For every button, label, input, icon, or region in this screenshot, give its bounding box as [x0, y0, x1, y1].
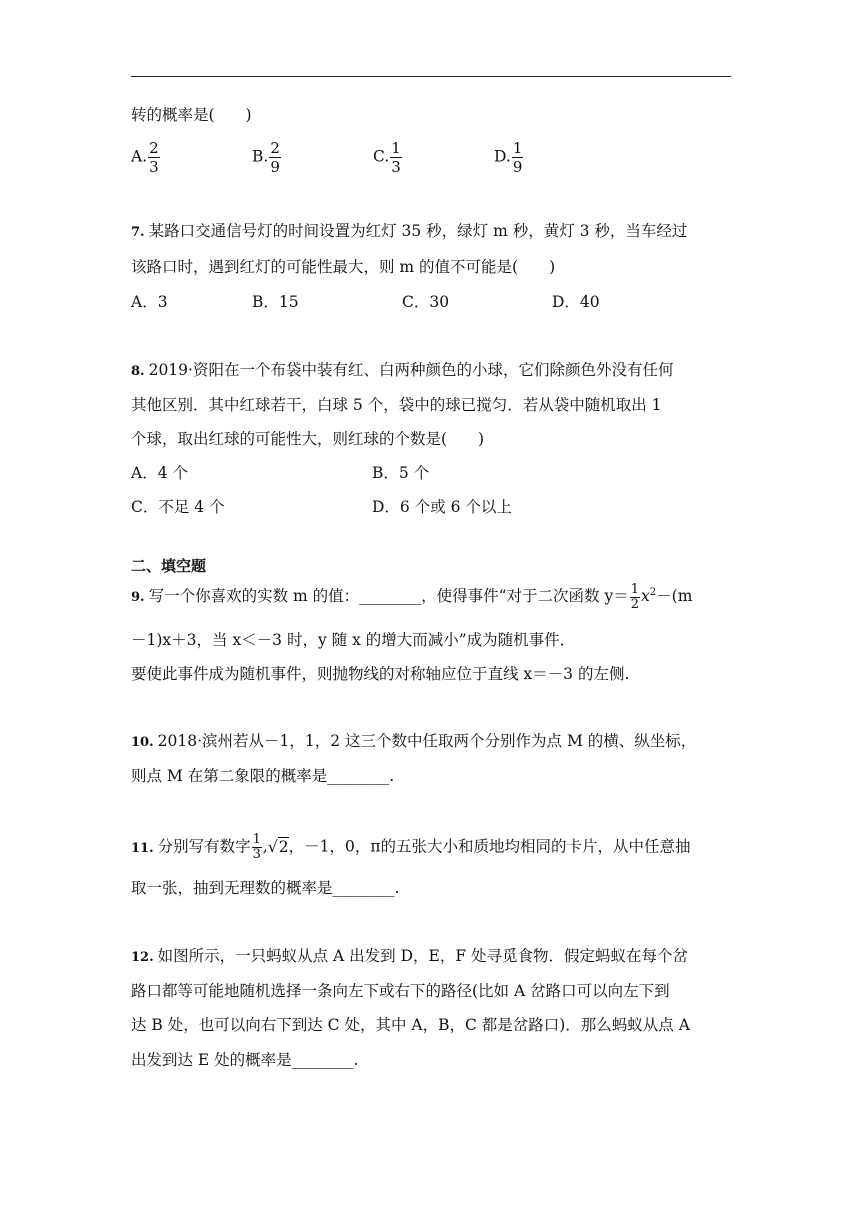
q11-fraction: $\frac{1}{3}$: [252, 832, 261, 862]
q9-fraction: $\frac{1}{2}$: [630, 581, 640, 612]
q9-line-3: 要使此事件成为随机事件，则抛物线的对称轴应位于直线 x＝－3 的左侧.: [131, 665, 630, 683]
q8-option-a: A．4 个: [131, 464, 188, 482]
q6-option-d: D. $\frac{1}{9}$: [494, 139, 523, 176]
section-fill-in-title: 二、填空题: [131, 557, 207, 575]
q11-line-1: 11. 分别写有数字 $\frac{1}{3}$ ,√2，－1，0，π的五张大小和质地均相同的卡片，从中任意抽: [131, 832, 691, 862]
q10-line-2: 则点 M 在第二象限的概率是________.: [131, 767, 395, 785]
q8-line-2: 其他区别．其中红球若干，白球 5 个，袋中的球已搅匀．若从袋中随机取出 1: [131, 396, 662, 414]
q8-line-3: 个球，取出红球的可能性大，则红球的个数是( ): [131, 430, 485, 448]
q12-number: 12.: [131, 950, 154, 965]
q10-number: 10.: [131, 735, 154, 750]
q7-option-b: B．15: [252, 293, 299, 311]
q9-line-2: －1)x＋3，当 x＜－3 时，y 随 x 的增大而减小”成为随机事件．: [131, 631, 576, 649]
q6-option-c: C. $\frac{1}{3}$: [373, 139, 401, 176]
header-rule: [131, 76, 731, 77]
q9-number: 9.: [131, 590, 145, 606]
q8-line-1: 8. 2019·资阳在一个布袋中装有红、白两种颜色的小球，它们除颜色外没有任何: [131, 361, 674, 379]
q11-line-2: 取一张，抽到无理数的概率是________.: [131, 879, 400, 897]
q12-line-1: 12. 如图所示，一只蚂蚁从点 A 出发到 D，E，F 处寻觅食物．假定蚂蚁在每个岔: [131, 947, 689, 965]
q7-option-d: D．40: [552, 293, 600, 311]
q7-option-a: A．3: [131, 293, 168, 311]
q7-line-1: 7. 某路口交通信号灯的时间设置为红灯 35 秒，绿灯 m 秒，黄灯 3 秒，当车经过: [131, 222, 688, 240]
q8-option-d: D．6 个或 6 个以上: [372, 498, 512, 516]
q7-option-c: C．30: [402, 293, 450, 311]
q7-number: 7.: [131, 225, 145, 240]
q12-line-3: 达 B 处，也可以向右下到达 C 处，其中 A，B，C 都是岔路口)．那么蚂蚁从点 A: [131, 1016, 690, 1034]
q8-option-b: B．5 个: [372, 464, 430, 482]
q12-line-4: 出发到达 E 处的概率是________.: [131, 1051, 359, 1069]
q6-option-b: B. $\frac{2}{9}$: [252, 139, 280, 176]
q9-line-1: 9. 写一个你喜欢的实数 m 的值：________，使得事件“对于二次函数 y＝ $\frac{1}{2}$ $x^2-(m$: [131, 581, 693, 612]
q11-number: 11.: [131, 840, 154, 856]
q12-line-2: 路口都等可能地随机选择一条向左下或右下的路径(比如 A 岔路口可以向左下到: [131, 982, 670, 1000]
q10-line-1: 10. 2018·滨州若从－1，1，2 这三个数中任取两个分别作为点 M 的横、纵坐标，: [131, 732, 697, 750]
q8-number: 8.: [131, 364, 145, 379]
q6-option-a: A. $\frac{2}{3}$: [131, 139, 159, 176]
q6-tail: 转的概率是( ): [131, 106, 252, 124]
q7-line-2: 该路口时，遇到红灯的可能性最大，则 m 的值不可能是( ): [131, 258, 556, 276]
q8-option-c: C．不足 4 个: [131, 498, 225, 516]
q11-sqrt: √2: [267, 837, 289, 856]
